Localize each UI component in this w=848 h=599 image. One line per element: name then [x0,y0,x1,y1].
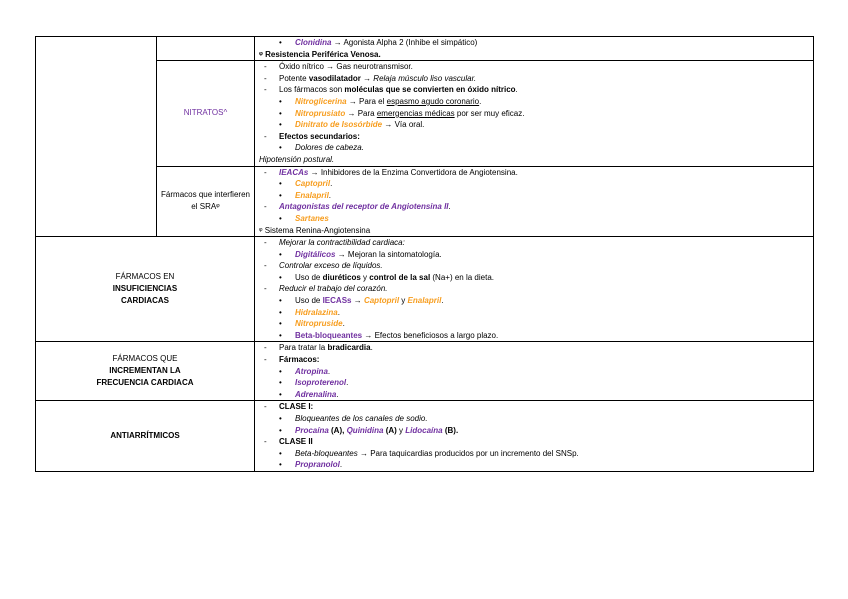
list-item: • Clonidina → Agonista Alpha 2 (Inhibe el simpático) [279,38,478,47]
content-cell-nitratos [255,61,814,166]
list-item: • Propranolol. [279,460,343,470]
category-label: FÁRMACOS QUE [112,354,178,364]
list-item: • Digitálicos → Mejoran la sintomatología. [279,249,442,259]
list-item: - Fármacos: [264,355,320,365]
list-item: - Potente vasodilatador → Relaja músculo liso vascular. [264,73,477,83]
table-row-antiarritmicos [36,401,814,472]
list-item: - Reducir el trabajo del corazón. [264,284,388,294]
category-cell-empty [36,37,157,237]
table-row-insuficiencias [36,237,814,342]
content-cell-frecuencia [255,342,814,401]
category-label-bold: INSUFICIENCIAS CARDIACAS [112,284,178,306]
list-item: ᵠ Resistencia Periférica Venosa. [259,49,381,59]
list-item: • Nitroprusiato → Para emergencias médicas por ser muy eficaz. [279,108,525,118]
list-item: • Beta-bloqueantes → Efectos beneficiosos a largo plazo. [279,330,499,340]
list-item: - IEACAs → Inhibidores de la Enzima Convertidora de Angiotensina. [264,167,518,177]
list-item: • Isoproterenol. [279,378,349,388]
list-item: ᵠ Sistema Renina-Angiotensina [259,225,371,235]
list-item: • Captopril. [279,179,333,189]
list-item: - Controlar exceso de líquidos. [264,261,383,271]
list-item: • Nitroglicerina → Para el espasmo agudo coronario. [279,96,482,106]
list-item: • Adrenalina. [279,389,339,399]
list-item: • Procaína (A), Quinidina (A) y Lidocaína (B). [279,425,459,435]
category-frecuencia [36,342,255,401]
list-item: • Dolores de cabeza. [279,143,364,153]
list-item: • Dinitrato de Isosórbide → Vía oral. [279,120,425,130]
list-item: • Atropina. [279,366,331,376]
table-row-clonidina [36,37,814,61]
subcategory-cell-empty [157,37,255,61]
subcategory-sra: Fármacos que interfieren el SRAᵠ [157,166,255,237]
list-item: - Mejorar la contractibilidad cardiaca: [264,238,405,248]
list-item: • Uso de diuréticos y control de la sal (Na+) en la dieta. [279,272,494,282]
list-item: • Hidralazina. [279,307,340,317]
list-item: - CLASE I: [264,402,314,412]
list-item: Hipotensión postural. [259,154,335,164]
list-item: • Bloqueantes de los canales de sodio. [279,414,428,423]
list-item: - CLASE II [264,437,313,447]
content-cell-sra [255,166,814,237]
list-item: • Enalapril. [279,190,332,200]
list-item: • Uso de IECASs → Captopril y Enalapril. [279,296,444,306]
category-label-bold: INCREMENTAN LA FRECUENCIA CARDIACA [96,366,194,388]
subcategory-nitratos: NITRATOS^ [157,61,255,166]
content-cell-insuficiencias [255,237,814,342]
pharmacology-table [35,36,814,472]
list-item: • Beta-bloqueantes → Para taquicardias producidos por un incremento del SNSp. [279,448,579,458]
content-cell-antiarritmicos [255,401,814,472]
table-row-frecuencia [36,342,814,401]
list-item: - Efectos secundarios: [264,131,360,141]
list-item: - Óxido nítrico → Gas neurotransmisor. [264,62,413,72]
list-item: - Para tratar la bradicardia. [264,343,373,353]
content-cell-clonidina [255,37,814,61]
list-item: - Los fármacos son moléculas que se convierten en óxido nítrico. [264,85,518,95]
category-label: FÁRMACOS EN [115,272,175,282]
list-item: • Sartanes [279,213,329,223]
category-insuficiencias [36,237,255,342]
list-item: - Antagonistas del receptor de Angiotensina II. [264,202,451,212]
list-item: • Nitropruside. [279,319,345,329]
category-antiarritmicos: ANTIARRÍTMICOS [36,401,255,472]
